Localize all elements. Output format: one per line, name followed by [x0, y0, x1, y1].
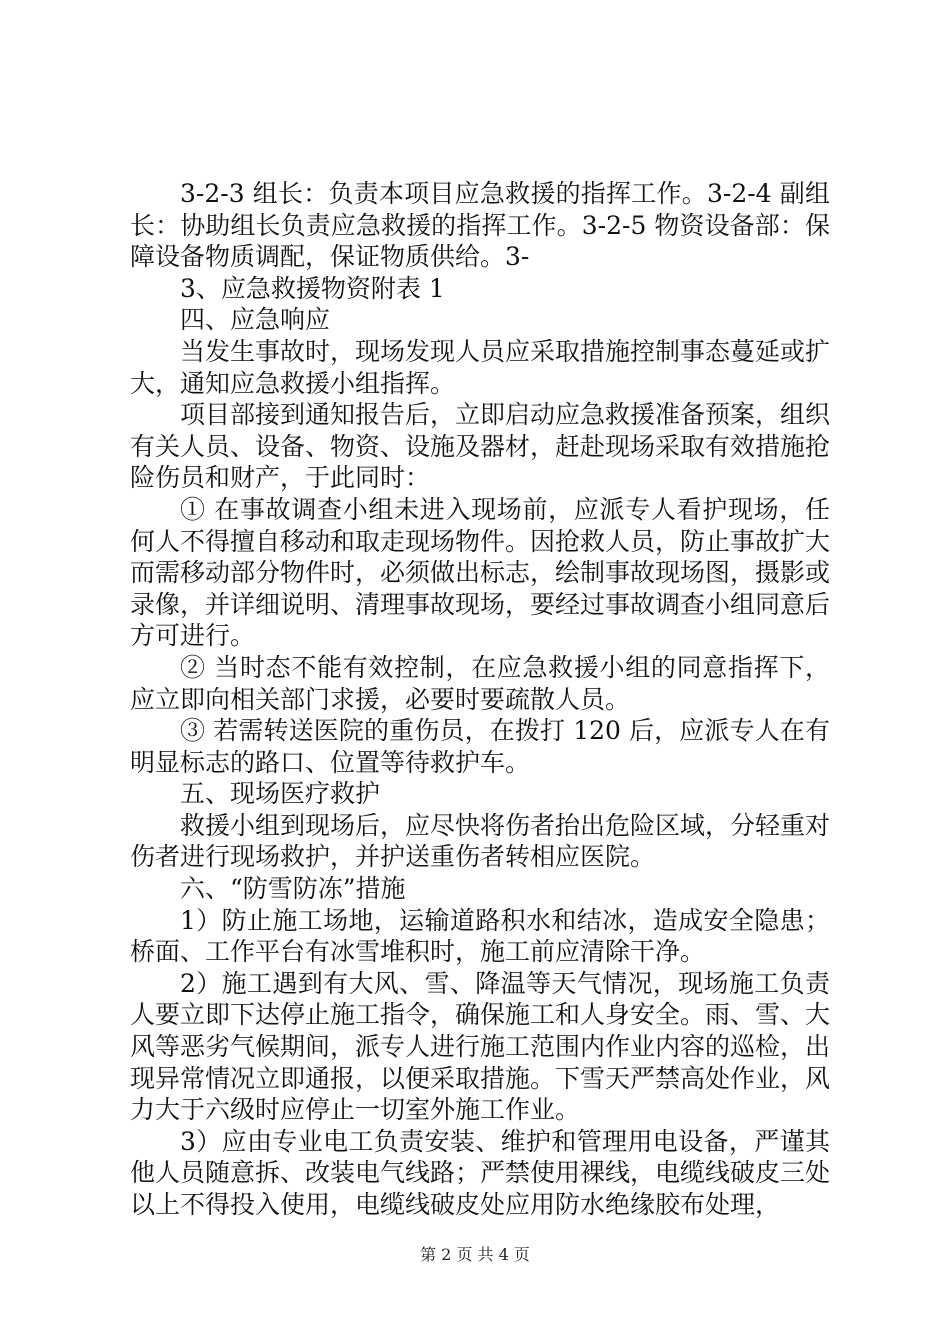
- heading-medical-rescue: 五、现场医疗救护: [180, 779, 381, 809]
- paragraph-item-3: ③ 若需转送医院的重伤员，在拨打 120 后，应派专人在有明显标志的路口、位置等待救护车。: [130, 716, 830, 777]
- heading-emergency-response: 四、应急响应: [180, 305, 331, 335]
- paragraph-rescue-team: 救援小组到现场后，应尽快将伤者抬出危险区域，分轻重对伤者进行现场救护，并护送重伤者转相应医院。: [130, 810, 831, 872]
- paragraph-accident-occurs: 当发生事故时，现场发现人员应采取措施控制事态蔓延或扩大，通知应急救援小组指挥。: [130, 336, 831, 398]
- paragraph-measure-2: 2）施工遇到有大风、雪、降温等天气情况，现场施工负责人要立即下达停止施工指令，确保施工和人身安全。雨、雪、大风等恶劣气候期间，派专人进行施工范围内作业内容的巡检，出现异常情况立即通报，以便采取措施。下雪天严禁高处作业，风力大于六级时应停止一切室外施工作业。: [130, 968, 831, 1125]
- paragraph-materials-appendix: 3、应急救援物资附表 1: [180, 273, 445, 303]
- paragraph-item-2: ② 当时态不能有效控制，在应急救援小组的同意指挥下，应立即向相关部门求援，必要时要疏散人员。: [130, 652, 830, 714]
- paragraph-item-1: ① 在事故调查小组未进入现场前，应派专人看护现场，任何人不得擅自移动和取走现场物件。因抢救人员，防止事故扩大而需移动部分物件时，必须做出标志，绘制事故现场图，摄影或录像，并详细说明、清理事故现场，要经过事故调查小组同意后方可进行。: [130, 494, 831, 651]
- paragraph-measure-1: 1）防止施工场地，运输道路积水和结冰，造成安全隐患；桥面、工作平台有冰雪堆积时，施工前应清除干净。: [130, 905, 830, 967]
- paragraph-project-dept-notified: 项目部接到通知报告后，立即启动应急救援准备预案，组织有关人员、设备、物资、设施及器材，赶赴现场采取有效措施抢险伤员和财产，于此同时：: [130, 400, 831, 493]
- page-footer: 第 2 页 共 4 页: [420, 1245, 530, 1264]
- document-body: [130, 178, 830, 1221]
- paragraph-measure-3: 3）应由专业电工负责安装、维护和管理用电设备，严谨其他人员随意拆、改装电气线路；严禁使用裸线，电缆线破皮三处以上不得投入使用，电缆线破皮处应用防水绝缘胶布处理，: [130, 1126, 831, 1219]
- paragraph-roles: 3-2-3 组长：负责本项目应急救援的指挥工作。3-2-4 副组长：协助组长负责应急救援的指挥工作。3-2-5 物资设备部：保障设备物质调配，保证物质供给。3-: [130, 179, 830, 272]
- heading-snow-freeze-measures: 六、“防雪防冻”措施: [180, 874, 406, 904]
